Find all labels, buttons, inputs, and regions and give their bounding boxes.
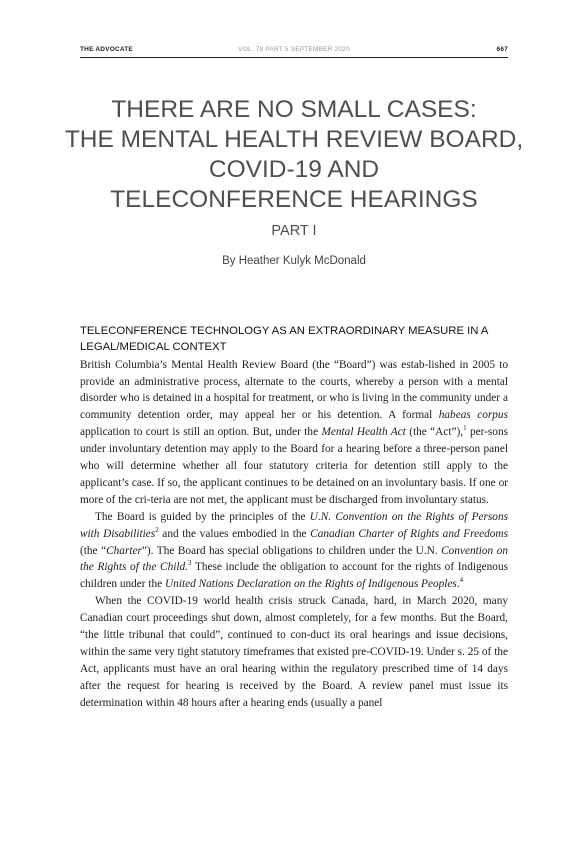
section-heading: TELECONFERENCE TECHNOLOGY AS AN EXTRAORDINARY MEASURE IN A LEGAL/MEDICAL CONTEXT	[80, 325, 488, 354]
article-part: PART I	[271, 223, 317, 239]
footnote-ref-1[interactable]: 1	[463, 424, 467, 433]
p1-text-e: (the “Act”),	[405, 426, 464, 439]
p2-text-i: These include the obligation to account for the rights of Indigenous children under the	[80, 561, 508, 591]
p2-canadian-charter: Canadian Charter of Rights and Freedoms	[310, 527, 508, 540]
p2-text-a: The Board is guided by the principles of the	[95, 510, 310, 523]
title-line-2: THE MENTAL HEALTH REVIEW BOARD,	[64, 126, 524, 153]
footnote-ref-2[interactable]: 2	[155, 525, 159, 534]
article-title	[60, 95, 528, 241]
p1-text-f: per-sons under involuntary detention may apply to the Board for a hearing before a three-person panel who will determine whether all four statutory criteria for detention still apply to the applicant’s case. If so, the applicant continues to be detained on an involuntary basis. If one or more of the cri-teria are not met, the applicant must be discharged from involuntary status.	[80, 426, 509, 506]
p1-text-c: application to court is still an option. But, under the	[80, 426, 322, 439]
footnote-ref-3[interactable]: 3	[187, 559, 192, 568]
title-line-1: THERE ARE NO SMALL CASES:	[111, 96, 477, 123]
p2-charter: Charter	[106, 544, 142, 557]
p2-text-c: and the values embodied in the	[158, 527, 311, 540]
p2-text-g: ”). The Board has special obligations to children under the U.N.	[141, 544, 442, 557]
header-rule	[80, 57, 508, 58]
p1-mental-health-act: Mental Health Act	[321, 426, 406, 439]
footnote-ref-4[interactable]: 4	[459, 576, 464, 585]
p2-un-convention-disabilities: U.N. Convention on the Rights of Persons with Disabilities	[80, 510, 509, 540]
p1-text-a: British Columbia’s Mental Health Review Board (the “Board”) was estab-lished in 2005 to provide an administrative process, alternate to the courts, whereby a person with a mental disorder who is detained in a hospital for treatment, or who is living in the community under a community detention order, may appeal her or his detention. A formal	[80, 358, 508, 422]
volume-info: VOL. 78 PART 5 SEPTEMBER 2020	[238, 46, 350, 53]
article-body	[80, 323, 508, 712]
p2-text-k: .	[456, 578, 460, 591]
p1-habeas-corpus: habeas corpus	[438, 409, 508, 422]
paragraph-2	[80, 509, 508, 594]
p2-convention-rights-child: Convention on the Rights of the Child.	[80, 544, 508, 574]
p2-undrip: United Nations Declaration on the Rights of Indigenous Peoples	[165, 578, 457, 591]
page-number: 667	[496, 46, 508, 53]
paragraph-3: When the COVID-19 world health crisis struck Canada, hard, in March 2020, many Canadian court proceedings shut down, almost completely, for a few months. But the Board, “the little tribunal that could”, continued to con-duct its oral hearings and issue decisions, within the same very tight statutory timeframes that existed pre-COVID-19. Under s. 25 of the Act, applicants must have an oral hearing within the regulatory prescribed time of 14 days after the request for hearing is received by the Board. A review panel must issue its determination within 48 hours after a hearing ends (usually a panel	[80, 595, 508, 709]
title-line-4: TELECONFERENCE HEARINGS	[110, 186, 478, 213]
byline: By Heather Kulyk McDonald	[222, 255, 366, 267]
p2-text-e: (the “	[80, 544, 107, 557]
title-line-3: COVID-19 AND	[208, 156, 380, 183]
paragraph-1	[80, 357, 508, 509]
journal-name: THE ADVOCATE	[80, 46, 133, 53]
